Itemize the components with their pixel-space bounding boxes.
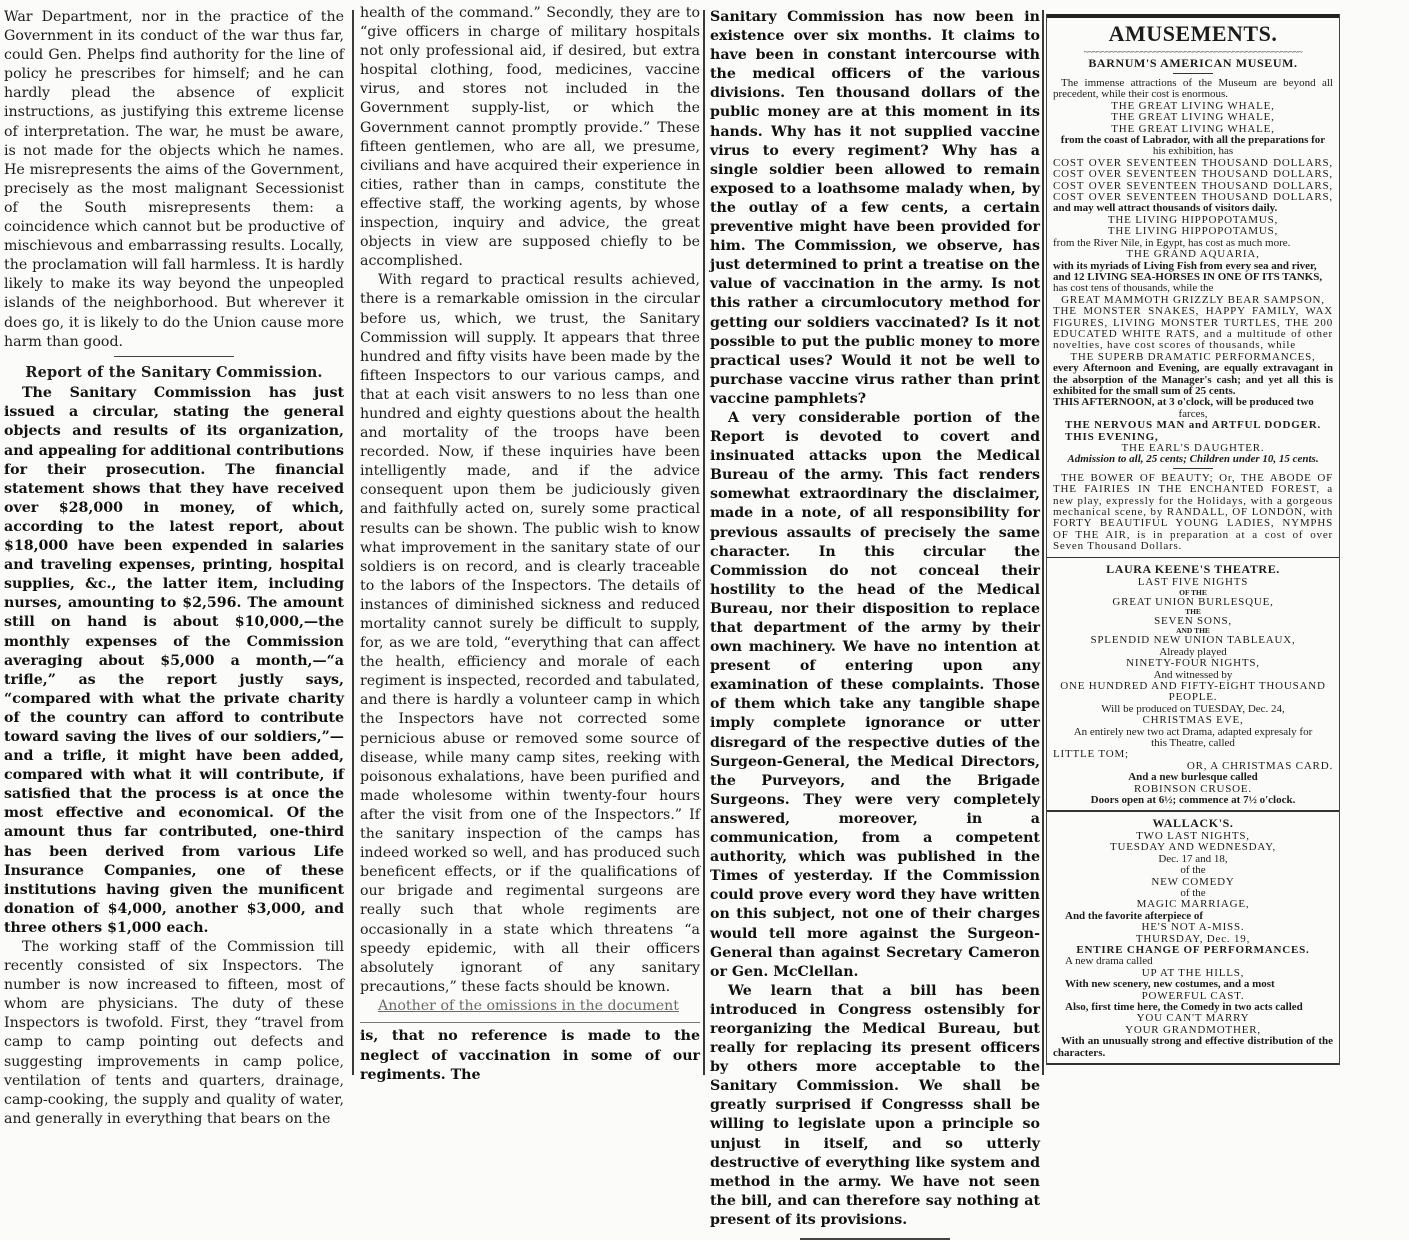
- ad-line: SPLENDID NEW UNION TABLEAUX,: [1090, 634, 1296, 647]
- ad-line: OF THE: [1179, 587, 1207, 597]
- ad-line: THE SUPERB DRAMATIC PERFORMANCES,: [1070, 350, 1316, 363]
- ad-line: Will be produced on TUESDAY, Dec. 24,: [1101, 702, 1285, 715]
- ad-line: with its myriads of Living Fish from every sea and river,: [1053, 259, 1317, 272]
- column-2: [360, 4, 700, 1085]
- ad-line: LAST FIVE NIGHTS: [1137, 576, 1249, 589]
- ad-line: Dec. 17 and 18,: [1158, 852, 1228, 865]
- ad-text: THE BOWER OF BEAUTY; Or, THE ABODE OF THE FAIRIES IN THE ENCHANTED FOREST, a new play, expressly for the Holidays, with a gorgeous mechanical scene, by RANDALL, OF LONDON, with FORTY BEAUTIFUL YOUNG LADIES, NYMPHS OF THE AIR, is in preparation at a cost of over Seven Thousand Dollars.: [1053, 471, 1333, 553]
- ad-line: Already played: [1159, 645, 1227, 658]
- ad-line: NEW COMEDY: [1151, 875, 1235, 888]
- ad-line: CHRISTMAS EVE,: [1142, 714, 1244, 727]
- section-divider: [114, 356, 234, 358]
- ad-line: THE NERVOUS MAN and ARTFUL DODGER.: [1064, 419, 1322, 432]
- ad-line: of the: [1180, 864, 1206, 877]
- column-1: [4, 8, 344, 1129]
- ad-line: And a new burlesque called: [1128, 771, 1258, 784]
- article-paragraph: We learn that a bill has been introduced in Congress ostensibly for reorganizing the Medical Bureau, but really for replacing its present officers by others more acceptable to the Sanitary Commission. We shall be greatly surprised if Congresss shall be willing to legislate upon a principle so unjust in itself, and so utterly destructive of everything like system and method in the army. We have not seen the bill, and can therefore say nothing at present of its provisions.: [710, 982, 1040, 1228]
- ad-line: has cost tens of thousands, while the: [1053, 282, 1214, 295]
- ad-line: COST OVER SEVENTEEN THOUSAND DOLLARS,: [1053, 156, 1333, 169]
- short-rule: [1173, 468, 1213, 469]
- venue-name: BARNUM'S AMERICAN MUSEUM.: [1088, 56, 1298, 70]
- amusements-title: AMUSEMENTS.: [1108, 21, 1278, 46]
- top-bar: [1047, 14, 1339, 18]
- article-paragraph: Another of the omissions in the document: [378, 997, 679, 1014]
- ad-line: Admission to all, 25 cents; Children under 10, 15 cents.: [1067, 453, 1319, 466]
- ad-line: THE: [1185, 606, 1201, 616]
- ad-line: THE GREAT LIVING WHALE,: [1111, 122, 1275, 135]
- ad-line: NINETY-FOUR NIGHTS,: [1126, 657, 1260, 670]
- ad-line: AND THE: [1176, 626, 1210, 636]
- ad-bottom-rule: [1047, 1063, 1339, 1065]
- ad-line: POWERFUL CAST.: [1141, 989, 1245, 1002]
- ad-line: UP AT THE HILLS,: [1141, 966, 1245, 979]
- ad-lines: [1053, 577, 1333, 726]
- column-3: [710, 8, 1040, 1240]
- ad-line: COST OVER SEVENTEEN THOUSAND DOLLARS,: [1053, 191, 1333, 204]
- ad-line: TWO LAST NIGHTS,: [1136, 829, 1250, 842]
- venue-name: WALLACK'S.: [1152, 815, 1234, 830]
- ad-line: this Theatre, called: [1151, 737, 1235, 750]
- ad-line: An entirely new two act Drama, adapted expresaly for: [1073, 725, 1313, 738]
- ad-line: THE GREAT LIVING WHALE,: [1111, 111, 1275, 124]
- ad-line: THE GREAT LIVING WHALE,: [1111, 99, 1275, 112]
- ad-line: from the coast of Labrador, with all the preparations for: [1060, 134, 1326, 147]
- ad-line: YOUR GRANDMOTHER,: [1125, 1023, 1261, 1036]
- ad-line: THIS AFTERNOON, at 3 o'clock, will be produced two: [1053, 396, 1314, 409]
- phelps-editorial-ending: War Department, nor in the practice of the Government in its conduct of the war thus far, could Gen. Phelps find authority for the line of policy he prescribes for himself; and he can hardly plead the absence of explicit instructions, as justifying this extreme license of interpretation. The war, he must be aware, is not made for the objects which he names. He misrepresents the aims of the Government, precisely as the most malignant Secessionist of the South misrepresents them: a coincidence which cannot but be productive of mischievous and embarrassing results. Locally, the proclamation will fall harmless. It is hardly likely to make its way beyond the unpeopled islands of the neighborhood. But wherever it does go, it is likely to do the Union cause more harm than good.: [4, 9, 344, 350]
- column-rule-1: [352, 10, 354, 1075]
- ad-line: HE'S NOT A-MISS.: [1141, 921, 1245, 934]
- ad-line: YOU CAN'T MARRY: [1136, 1012, 1250, 1025]
- ad-line: Doors open at 6½; commence at 7½ o'clock.: [1090, 794, 1296, 807]
- article-paragraph: The working staff of the Commission till recently consisted of six Inspectors. The number is now increased to fifteen, most of whom are physicians. The duty of these Inspectors is twofold. First, they “travel from camp to camp pointing out defects and suggesting improvements in camp police, ventilation of tents and quarters, drainage, camp-cooking, the supply and quality of water, and generally in everything that bears on the: [4, 939, 344, 1127]
- ad-line: of the: [1180, 887, 1206, 899]
- ad-line: GREAT UNION BURLESQUE,: [1112, 595, 1274, 608]
- article-continuation: is, that no reference is made to the neglect of vaccination in some of our regiments. The: [360, 1028, 700, 1083]
- ad-line: With new scenery, new costumes, and a most: [1065, 978, 1275, 991]
- ad-line: THE LIVING HIPPOPOTAMUS,: [1107, 225, 1279, 238]
- ad-lines: [1053, 922, 1333, 956]
- ad-line: THE EARL'S DAUGHTER.: [1121, 442, 1265, 454]
- ad-line: ONE HUNDRED AND FIFTY-EIGHT THOUSAND: [1060, 680, 1326, 692]
- ad-text: With an unusually strong and effective distribution of the characters.: [1053, 1035, 1333, 1059]
- article-paragraph: Sanitary Commission has now been in existence over six months. It claims to have been in constant intercourse with the medical officers of the various divisions. Ten thousand dollars of the public money are at this moment in its hands. Why has it not supplied vaccine virus to every regiment? Why has a single soldier been allowed to remain exposed to a loathsome malady when, by the outlay of a few cents, a certain preventive might have been provided for him. The Commission, we observe, has just determined to print a treatise on the value of vaccination in the army. Is not this rather a circumlocutory method for getting our soldiers vaccinated? Is it not possible to put the public money to more practical uses? Would it not be well to purchase vaccine virus rather than print vaccine pamphlets?: [710, 9, 1040, 407]
- ad-line: THURSDAY, Dec. 19,: [1135, 932, 1251, 945]
- ad-text: THE MONSTER SNAKES, HAPPY FAMILY, WAX FIGURES, LIVING MONSTER TURTLES, THE 200 EDUCATED WHITE RATS, and a multitude of other novelties, have cost scores of thousands, while: [1053, 305, 1333, 352]
- ad-line: GREAT MAMMOTH GRIZZLY BEAR SAMPSON,: [1061, 293, 1325, 306]
- ad-line: MAGIC MARRIAGE,: [1136, 898, 1250, 911]
- article-paragraph: The Sanitary Commission has just issued a circular, stating the general objects and results of its organization, and appealing for additional contributions for their prosecution. The financial statement shows that they have received over $28,000 in money, of which, according to the latest report, about $18,000 have been expended in salaries and traveling expenses, printing, hospital supplies, &c., the latter item, including nurses, amounting to $2,596. The amount still on hand is about $10,000,—the monthly expenses of the Commission averaging about $5,000 a month,—“a trifle,” as the report justly says, “compared with what the private charity of the country can afford to contribute toward saving the lives of our soldiers,”—and a trifle, it might have been added, compared with what it will contribute, if satisfied that the process is at once the most effective and economical. Of the amount thus far contributed, one-third has been derived from various Life Insurance Companies, one of these institutions having given the munificent donation of $4,000, another $3,000, and three others $1,000 each.: [4, 385, 344, 936]
- column-rule-2: [703, 10, 705, 1075]
- ad-line: ROBINSON CRUSOE.: [1134, 782, 1252, 795]
- ad-line: and may well attract thousands of visitors daily.: [1053, 202, 1278, 215]
- wallacks-ad: [1053, 816, 1333, 1059]
- article-heading: Report of the Sanitary Commission.: [25, 364, 323, 382]
- ad-lines: [1053, 831, 1333, 911]
- ad-line: TUESDAY AND WEDNESDAY,: [1109, 841, 1277, 854]
- ad-line: COST OVER SEVENTEEN THOUSAND DOLLARS,: [1053, 168, 1333, 181]
- ad-line: THE LIVING HIPPOPOTAMUS,: [1107, 213, 1279, 226]
- laura-keene-ad: [1053, 562, 1333, 806]
- short-rule: [1173, 73, 1213, 74]
- ad-line: COST OVER SEVENTEEN THOUSAND DOLLARS,: [1053, 179, 1333, 192]
- ad-divider: [1047, 557, 1339, 559]
- article-paragraph: health of the command.” Secondly, they are to “give officers in charge of military hospitals not only professional aid, if desired, but extra hospital clothing, food, medicines, vaccine virus, and stores not included in the Government supply-list, or which the Government cannot promptly provide.” These fifteen gentlemen, who are all, we presume, civilians and have acquired their experience in cities, rather than in camps, constitute the effective staff, the working agents, by whose inspection, inquiry and advice, the great objects in view are supposed chiefly to be accomplished.: [360, 5, 700, 270]
- venue-name: LAURA KEENE'S THEATRE.: [1106, 562, 1280, 577]
- ad-line: And the favorite afterpiece of: [1065, 909, 1204, 922]
- ad-line: and 12 LIVING SEA-HORSES IN ONE OF ITS TANKS,: [1053, 270, 1323, 283]
- ad-text: every Afternoon and Evening, are equally extravagant in the absorption of the Manager's cash; and yet all this is exhibited for the small sum of 25 cents.: [1053, 362, 1333, 397]
- ad-line: PEOPLE.: [1168, 691, 1218, 704]
- ad-text: The immense attractions of the Museum are beyond all precedent, while their cost is enormous.: [1053, 77, 1333, 101]
- ad-line: THIS EVENING,: [1065, 430, 1159, 443]
- ad-line: LITTLE TOM;: [1053, 748, 1129, 761]
- column-rule-3: [1042, 10, 1044, 1075]
- ad-line: from the River Nile, in Egypt, has cost as much more.: [1053, 236, 1291, 249]
- article-paragraph: With regard to practical results achieved, there is a remarkable omission in the circular before us, which, we trust, the Sanitary Commission will supply. It appears that three hundred and fifty visits have been made by the fifteen Inspectors to our various camps, and that at each visit answers to no less than one hundred and eighty questions about the health and mortality of the troops have been recorded. Now, if these inquiries have been intelligently made, and if the advice consequent upon them be judiciously given and faithfully acted on, surely some practical results can be shown. The public wish to know what improvement in the sanitary state of our soldiers is on record, and is clearly traceable to the labors of the Inspectors. The details of instances of diminished sickness and reduced mortality cannot surely be difficult to supply, for, as we are told, “everything that can affect the health, efficiency and morale of each regiment is inspected, recorded and tabulated, and there is hardly a volunteer camp in which the Inspectors have not corrected some pernicious abuse or removed some source of disease, while many camp sites, reeking with poisonous exhalations, have been purified and made wholesome within twenty-four hours after the visit from one of the Inspectors.” If the sanitary inspection of the camps has indeed worked so well, and has produced such beneficent effects, or if the qualifications of our brigade and regimental surgeons are really such that whole regiments are occasionally in a state which threatens “a speedy epidemic, with all their officers absolutely ignorant of any sanitary precautions,” these facts should be known.: [360, 272, 700, 995]
- clipping-seam: [360, 1022, 700, 1024]
- barnum-ad: [1053, 56, 1333, 553]
- wavy-divider: ~~~~~~~~~~~~~~~~~~~~~~~~~~~~~~~~~~~~~~~~~~~~~~~~~~: [1083, 48, 1303, 56]
- ad-line: SEVEN SONS,: [1154, 614, 1232, 627]
- ad-line: Also, first time here, the Comedy in two acts called: [1065, 1001, 1303, 1014]
- ad-line: farces,: [1178, 407, 1208, 420]
- amusements-column: [1046, 14, 1340, 1065]
- ad-line: his exhibition, has: [1152, 145, 1234, 158]
- article-end-rule: [800, 1238, 950, 1240]
- ad-line: ENTIRE CHANGE OF PERFORMANCES.: [1076, 944, 1310, 957]
- ad-line: THE GRAND AQUARIA,: [1126, 248, 1260, 261]
- ad-line: And witnessed by: [1153, 668, 1233, 681]
- article-paragraph: A very considerable portion of the Report is devoted to covert and insinuated attacks upon the Medical Bureau of the army. This fact renders somewhat extraordinary the disclaimer, made in a note, of all responsibility for previous assaults of precisely the same character. In this circular the Commission do not conceal their hostility to the head of the Medical Bureau, nor their disposition to replace that department of the army by their own machinery. We have no intention at present of entering upon any examination of these complaints. Those of them which take any tangible shape imply complete ignorance or utter disregard of the respective duties of the Surgeon-General, the Medical Directors, the Purveyors, and the Brigade Surgeons. They were very completely answered, moreover, in a communication, from a competent authority, which was published in the Times of yesterday. If the Commission could prove every word they have written on this subject, not one of their charges would tell more against the Surgeon-General than against Secretary Cameron or Gen. McClellan.: [710, 409, 1040, 980]
- ad-line: A new drama called: [1065, 955, 1153, 968]
- ad-divider: [1047, 810, 1339, 812]
- ad-line: OR, A CHRISTMAS CARD.: [1186, 759, 1333, 772]
